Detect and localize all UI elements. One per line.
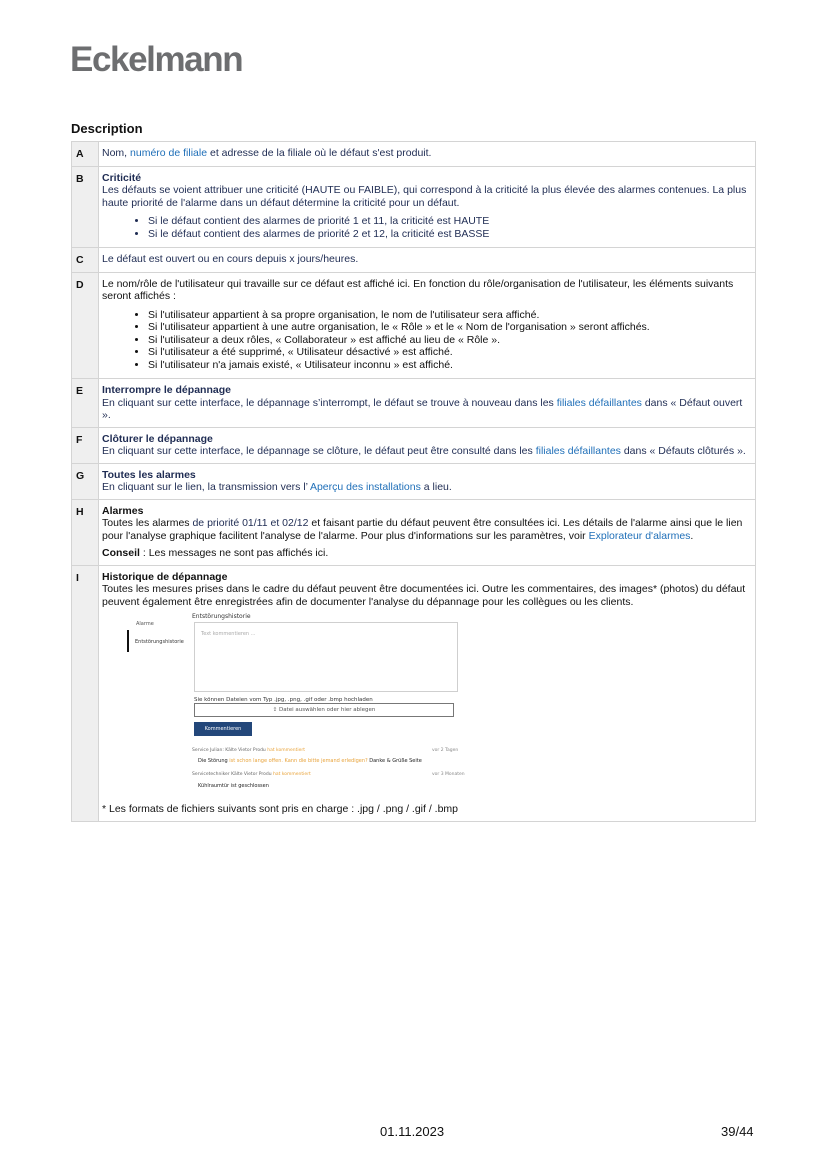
description-table [71,141,756,822]
row-text: a lieu. [420,481,452,493]
row-text: Toutes les alarmes [102,517,193,529]
company-logo: Eckelmann [70,40,243,79]
history-title: Entstörungshistorie [192,613,251,620]
list-item: • Si l'utilisateur appartient à une autre organisation, le « Rôle » et le « Nom de l'organisation » seront affichés. [148,321,749,334]
table-row [72,499,756,565]
row-title: Interrompre le dépannage [102,384,231,396]
branch-number-link[interactable]: numéro de filiale [130,147,208,159]
nav-alarms[interactable]: Alarme [136,621,154,627]
comment-button[interactable]: Kommentieren [194,722,252,736]
table-row [72,142,756,167]
row-letter: H [72,499,99,565]
table-row [72,463,756,499]
row-content [99,379,756,428]
row-title: Historique de dépannage [102,570,228,583]
row-content [99,565,756,821]
row-content [99,427,756,463]
row-content [99,166,756,248]
upload-label: Datei auswählen oder hier ablegen [278,707,376,713]
page-number: 39/44 [721,1124,754,1139]
installations-overview-link[interactable]: Aperçu des installations [309,481,421,493]
history-screenshot [114,613,465,799]
row-title: Clôturer le dépannage [102,432,213,445]
upload-hint: Sie können Dateien vom Typ .jpg, .png, .gif oder .bmp hochladen [194,697,373,703]
row-text: et faisant partie du défaut peuvent être consultées ici. Les détails de l'alarme ainsi que le lien pour l'analyse graphique facilitent l'analyse de l'alarme. Pour plus d'informations sur les paramètres, voir [102,517,743,542]
comment-text-part: Kühlraumtür ist geschlossen [198,783,269,789]
section-title: Description [71,121,143,136]
row-title: Criticité [102,171,142,184]
comment-action-link[interactable]: hat kommentiert [267,748,306,753]
comment-action-link[interactable]: hat kommentiert [273,772,311,777]
comment-text-part: Die Störung [198,758,230,764]
row-text: dans « Défauts clôturés ». [620,445,746,457]
list-item: • Si l'utilisateur a deux rôles, « Collaborateur » est affiché au lieu de « Rôle ». [148,334,749,347]
comment-text [198,780,269,793]
faulty-branches-link[interactable]: filiales défaillantes [535,445,621,457]
table-row [72,248,756,273]
row-title: Toutes les alarmes [102,468,196,481]
comment-author: Service Julian: Kälte Vietor Produ [192,748,266,753]
row-letter: F [72,427,99,463]
row-text: dans « Défaut ouvert ». [102,396,743,421]
comment-placeholder: Text kommentieren ... [201,631,256,637]
row-letter: I [72,565,99,821]
row-text: . [690,529,694,542]
nav-history[interactable]: Entstörungshistorie [135,639,184,645]
comment-author: Servicetechniker Kälte Vietor Produ [192,772,272,777]
row-text: En cliquant sur cette interface, le dépannage s’interrompt, le défaut se trouve à nouveau dans les [102,396,557,409]
comment-input[interactable] [194,622,458,692]
tip-text: : Les messages ne sont pas affichés ici. [139,547,329,559]
row-content [99,463,756,499]
upload-icon: ⇪ [272,707,279,713]
row-letter: B [72,166,99,248]
faulty-branches-link[interactable]: filiales défaillantes [556,396,642,409]
bullet-list [102,309,749,372]
table-row [72,166,756,248]
table-row [72,272,756,379]
comment-time: vor 3 Monaten [432,772,465,777]
row-content [99,272,756,379]
bullet-list [102,215,749,240]
file-upload-dropzone[interactable] [194,703,454,717]
row-letter: A [72,142,99,167]
nav-active-indicator [127,630,129,652]
row-text: et adresse de la filiale où le défaut s'est produit. [207,147,432,159]
row-content [99,142,756,167]
row-letter: G [72,463,99,499]
row-text: Toutes les mesures prises dans le cadre du défaut peuvent être documentées ici. Outre les commentaires, des images* (photos) du défaut peuvent également être enregistrées afin de documenter l'analyse du dépannage pour les collègues ou les clients. [102,583,746,608]
list-item: • Si le défaut contient des alarmes de priorité 1 et 11, la criticité est HAUTE [148,215,749,228]
row-letter: C [72,248,99,273]
row-letter: E [72,379,99,428]
table-row [72,379,756,428]
comment-text [198,755,422,768]
row-title: Alarmes [102,504,144,517]
row-text: Nom, [102,147,131,159]
row-text: Le défaut est ouvert ou en cours depuis x jours/heures. [102,253,359,265]
row-text: En cliquant sur cette interface, le dépannage se clôture, le défaut peut être consulté dans les [102,445,536,457]
row-text: de priorité 01/11 et 02/12 [192,517,309,529]
footnote: * Les formats de fichiers suivants sont pris en charge : .jpg / .png / .gif / .bmp [102,803,459,815]
row-text: Les défauts se voient attribuer une criticité (HAUTE ou FAIBLE), qui correspond à la criticité la plus élevée des alarmes contenues. La plus haute priorité de l'alarme dans un défaut détermine la criticité pour un défaut. [102,184,747,209]
list-item: • Si l'utilisateur a été supprimé, « Utilisateur désactivé » est affiché. [148,346,749,359]
list-item: • Si le défaut contient des alarmes de priorité 2 et 12, la criticité est BASSE [148,228,749,241]
table-row [72,565,756,821]
table-row [72,427,756,463]
row-text: En cliquant sur le lien, la transmission vers l’ [102,481,310,493]
comment-text-part: Danke & Grüße Seite [367,758,422,764]
footer-date: 01.11.2023 [380,1124,445,1139]
comment-text-highlight: ist schon lange offen. Kann die bitte jemand erledigen? [229,758,368,764]
row-content [99,499,756,565]
comment-time: vor 2 Tagen [432,748,459,753]
tip-label: Conseil [102,547,140,559]
row-content [99,248,756,273]
list-item: • Si l'utilisateur appartient à sa propre organisation, le nom de l'utilisateur sera affiché. [148,309,749,322]
row-text: Le nom/rôle de l'utilisateur qui travaille sur ce défaut est affiché ici. En fonction du rôle/organisation de l'utilisateur, les éléments suivants seront affichés : [102,277,734,302]
list-item: • Si l'utilisateur n'a jamais existé, « Utilisateur inconnu » est affiché. [148,359,749,372]
row-letter: D [72,272,99,379]
alarm-explorer-link[interactable]: Explorateur d'alarmes [588,529,691,542]
